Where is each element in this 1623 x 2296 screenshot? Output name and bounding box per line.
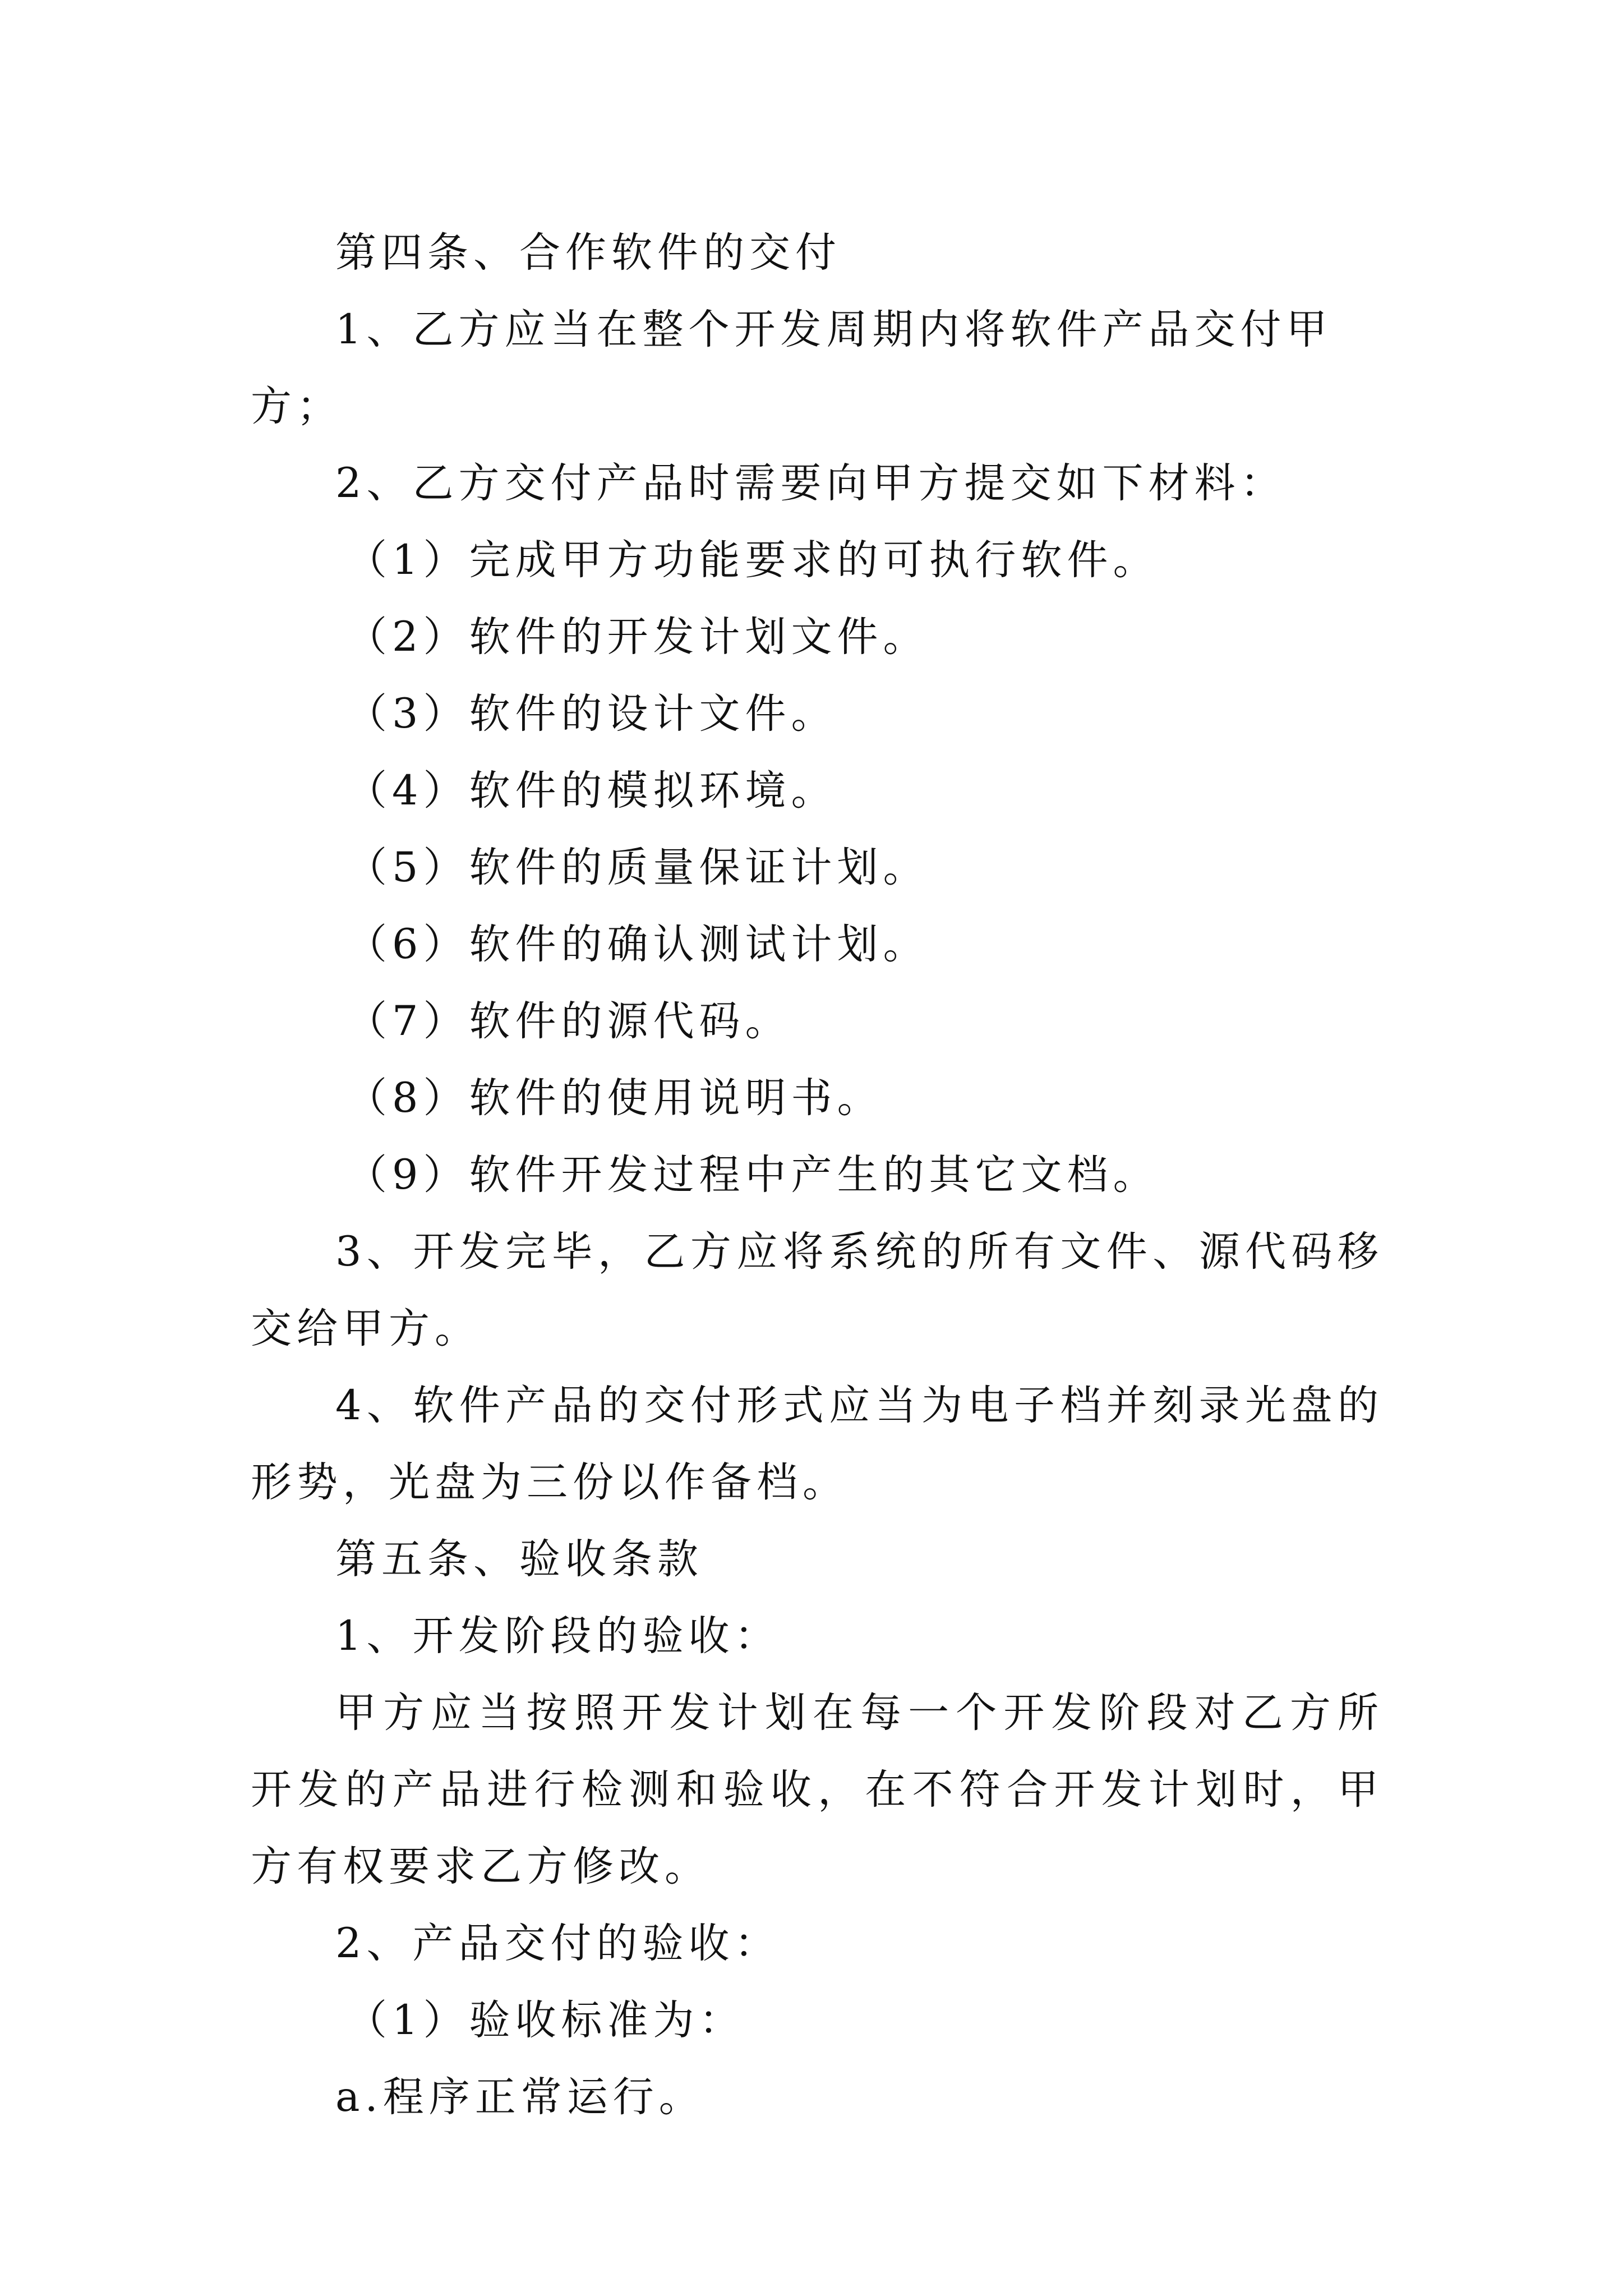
list-item: （1）验收标准为：: [346, 1996, 745, 2044]
list-item: （7）软件的源代码。: [346, 997, 791, 1045]
list-item: （8）软件的使用说明书。: [346, 1074, 883, 1122]
section-heading-article-5: 第五条、验收条款: [335, 1535, 703, 1583]
clause-1-acceptance: 1、开发阶段的验收：: [335, 1612, 781, 1660]
list-item: （5）软件的质量保证计划。: [346, 844, 929, 891]
list-item: （6）软件的确认测试计划。: [346, 921, 929, 968]
document-body: [251, 214, 1384, 2136]
list-item: （2）软件的开发计划文件。: [346, 613, 929, 661]
list-item: a.程序正常运行。: [335, 2073, 705, 2121]
clause-2: 2、乙方交付产品时需要向甲方提交如下材料：: [335, 459, 1287, 507]
paragraph-acceptance-detail: 甲方应当按照开发计划在每一个开发阶段对乙方所开发的产品进行检测和验收，在不符合开发计划时，甲方有权要求乙方修改。: [251, 1689, 1384, 1890]
clause-1: 1、乙方应当在整个开发周期内将软件产品交付甲方；: [251, 306, 1332, 430]
list-item: （1）完成甲方功能要求的可执行软件。: [346, 536, 1159, 584]
clause-4: 4、软件产品的交付形式应当为电子档并刻录光盘的形势，光盘为三份以作备档。: [251, 1382, 1384, 1506]
clause-2-acceptance: 2、产品交付的验收：: [335, 1920, 781, 1967]
clause-3: 3、开发完毕，乙方应将系统的所有文件、源代码移交给甲方。: [251, 1228, 1384, 1352]
list-item: （4）软件的模拟环境。: [346, 767, 837, 815]
list-item: （9）软件开发过程中产生的其它文档。: [346, 1151, 1159, 1199]
section-heading-article-4: 第四条、合作软件的交付: [335, 229, 841, 277]
list-item: （3）软件的设计文件。: [346, 690, 837, 738]
